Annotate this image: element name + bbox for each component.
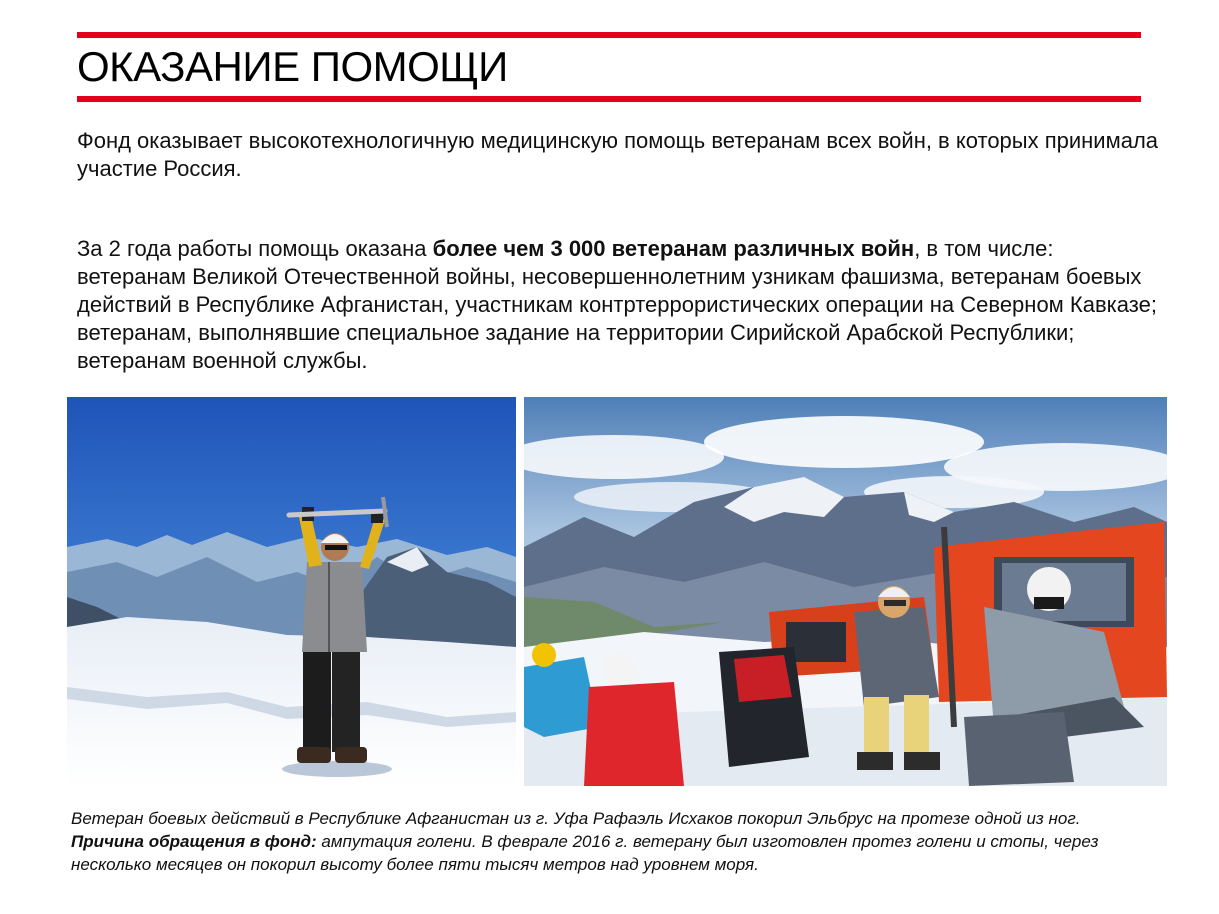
photo-caption	[71, 807, 1161, 876]
intro-paragraph: Фонд оказывает высокотехнологичную медицинскую помощь ветеранам всех войн, в которых принимала участие Россия.	[77, 128, 1159, 181]
header-rule-bottom	[77, 96, 1141, 102]
header-rule-top	[77, 32, 1141, 38]
stats-paragraph	[77, 235, 1167, 375]
stats-suffix: , в том числе: ветеранам Великой Отечественной войны, несовершеннолетним узникам фашизма, ветеранам боевых действий в Республике Афганистан, участникам контртеррористических операции на Северном Кавказе; ветеранам, выполнявшие специальное задание на территории Сирийской Арабской Республики; ветеранам военной службы.	[77, 236, 1157, 373]
caption-line-2	[71, 830, 1161, 876]
stats-prefix: За 2 года работы помощь оказана	[77, 236, 433, 261]
caption-reason-label: Причина обращения в фонд:	[71, 832, 317, 851]
stats-highlight: более чем 3 000 ветеранам различных войн	[432, 236, 915, 261]
photo-climbers-resting	[524, 397, 1167, 786]
caption-line-1: Ветеран боевых действий в Республике Афганистан из г. Уфа Рафаэль Исхаков покорил Эльбрус на протезе одной из ног.	[71, 809, 1081, 828]
photo-climber-summit	[67, 397, 516, 786]
page-title: ОКАЗАНИЕ ПОМОЩИ	[77, 43, 508, 90]
caption-reason-text: ампутация голени. В феврале 2016 г. ветерану был изготовлен протез голени и стопы, через несколько месяцев он покорил высоту более пяти тысяч метров над уровнем моря.	[71, 832, 1099, 874]
